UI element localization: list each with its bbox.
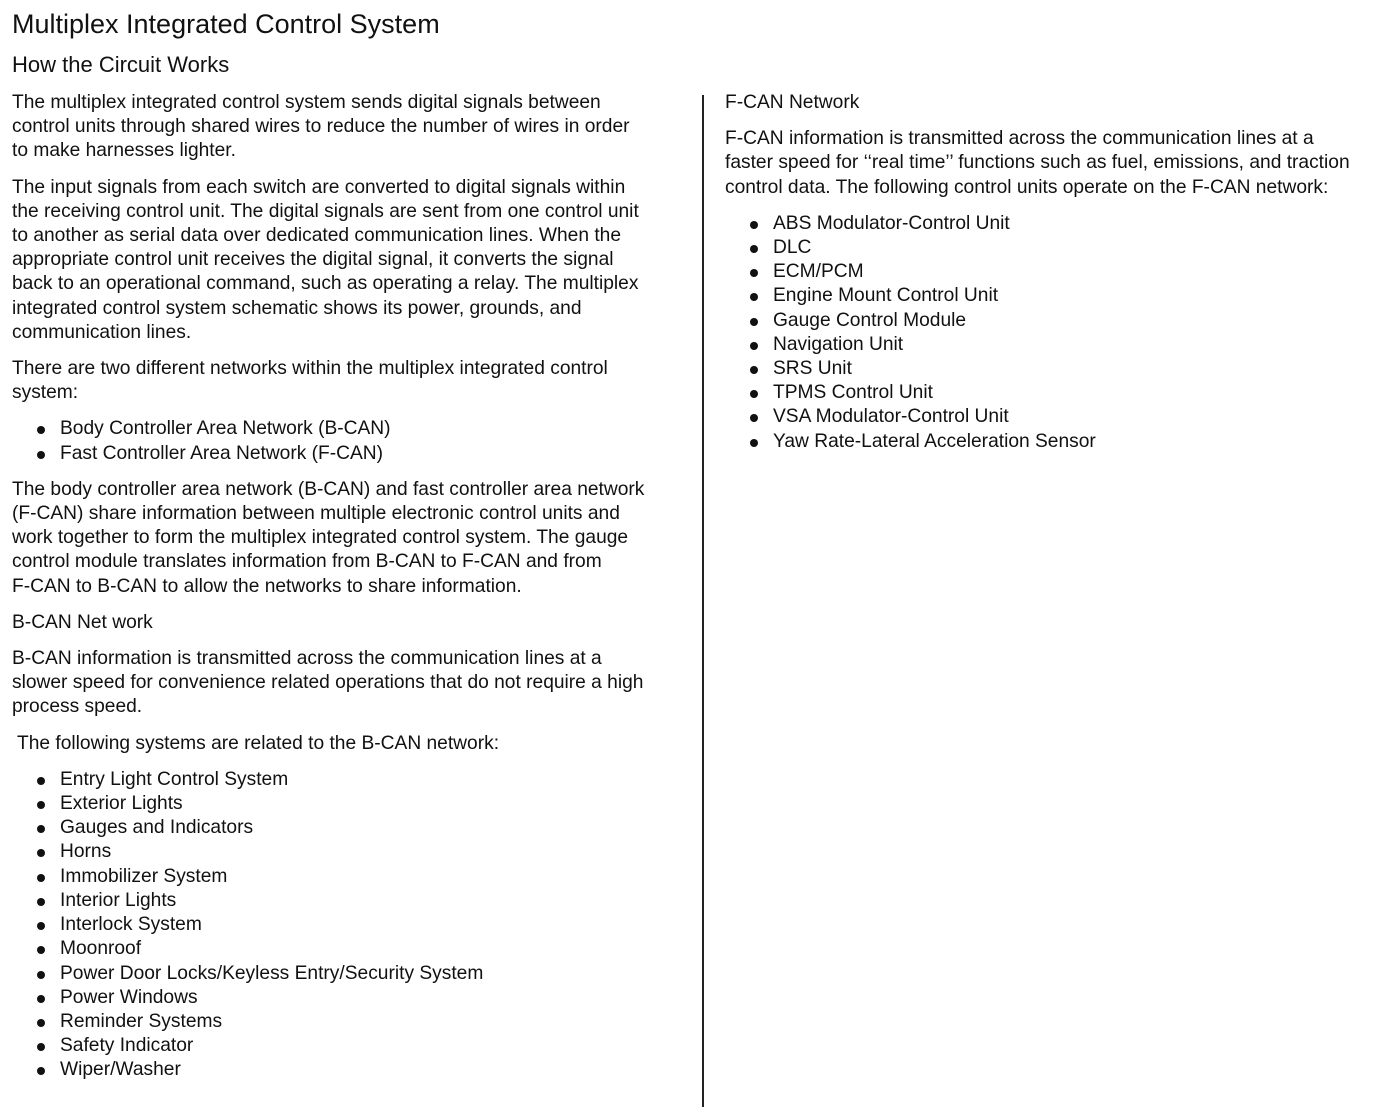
bullet-icon xyxy=(37,451,45,459)
bullet-icon xyxy=(750,366,758,374)
bullet-icon xyxy=(37,971,45,979)
bullet-icon xyxy=(750,269,758,277)
list-item: DLC xyxy=(725,236,1395,260)
bullet-icon xyxy=(750,414,758,422)
bullet-icon xyxy=(750,390,758,398)
list-item: Safety Indicator xyxy=(12,1034,692,1058)
bullet-icon xyxy=(37,426,45,434)
list-item: Body Controller Area Network (B-CAN) xyxy=(12,417,692,441)
page-title: Multiplex Integrated Control System xyxy=(12,9,440,39)
bullet-icon xyxy=(37,849,45,857)
fcan-units-list xyxy=(725,212,1395,454)
bullet-icon xyxy=(750,293,758,301)
bcan-heading: B-CAN Net work xyxy=(12,611,153,633)
list-item: Reminder Systems xyxy=(12,1010,692,1034)
list-item: Gauge Control Module xyxy=(725,309,1395,333)
bullet-icon xyxy=(37,1019,45,1027)
list-item: Power Windows xyxy=(12,986,692,1010)
list-item: Gauges and Indicators xyxy=(12,816,692,840)
bullet-icon xyxy=(37,1043,45,1051)
list-item: Interior Lights xyxy=(12,889,692,913)
gauge-module-paragraph: The body controller area network (B-CAN) and fast controller area network (F-CAN) share information between multiple electronic control units and work together to form the multiplex integrated control system. The gauge control module translates information from B-CAN to F-CAN and from F-CAN to B-CAN to allow the networks to share information. xyxy=(12,478,645,597)
list-item: Moonroof xyxy=(12,937,692,961)
bullet-icon xyxy=(37,874,45,882)
list-item: Interlock System xyxy=(12,913,692,937)
fcan-heading: F-CAN Network xyxy=(725,92,860,113)
list-item: ABS Modulator-Control Unit xyxy=(725,212,1395,236)
list-item: Horns xyxy=(12,840,692,864)
bullet-icon xyxy=(750,245,758,253)
right-column xyxy=(725,91,1395,466)
list-item: Yaw Rate-Lateral Acceleration Sensor xyxy=(725,430,1395,454)
networks-list xyxy=(12,417,692,465)
bullet-icon xyxy=(37,898,45,906)
list-item: SRS Unit xyxy=(725,357,1395,381)
networks-intro-paragraph: There are two different networks within the multiplex integrated control system: xyxy=(12,358,608,404)
bullet-icon xyxy=(750,221,758,229)
bullet-icon xyxy=(750,318,758,326)
list-item: Fast Controller Area Network (F-CAN) xyxy=(12,442,692,466)
fcan-paragraph: F-CAN information is transmitted across the communication lines at a faster speed for ‘‘real time’’ functions such as fuel, emissions, and traction control data. The following control units operate on the F-CAN network: xyxy=(725,128,1350,198)
list-item: Wiper/Washer xyxy=(12,1058,692,1082)
list-item: Engine Mount Control Unit xyxy=(725,284,1395,308)
section-subtitle: How the Circuit Works xyxy=(12,52,230,77)
list-item: Navigation Unit xyxy=(725,333,1395,357)
bullet-icon xyxy=(37,801,45,809)
list-item: Power Door Locks/Keyless Entry/Security System xyxy=(12,962,692,986)
input-signals-paragraph: The input signals from each switch are converted to digital signals within the receiving control unit. The digital signals are sent from one control unit to another as serial data over dedicated communication lines. When the appropriate control unit receives the digital signal, it converts the signal back to an operational command, such as operating a relay. The multiplex integrated control system schematic shows its power, grounds, and communication lines. xyxy=(12,176,639,343)
bullet-icon xyxy=(750,342,758,350)
bcan-systems-intro: The following systems are related to the B-CAN network: xyxy=(17,732,500,754)
bullet-icon xyxy=(37,825,45,833)
list-item: TPMS Control Unit xyxy=(725,381,1395,405)
list-item: VSA Modulator-Control Unit xyxy=(725,405,1395,429)
bullet-icon xyxy=(37,946,45,954)
list-item: Immobilizer System xyxy=(12,865,692,889)
left-column xyxy=(12,91,692,1095)
bullet-icon xyxy=(750,439,758,447)
intro-paragraph: The multiplex integrated control system sends digital signals between control units through shared wires to reduce the number of wires in order to make harnesses lighter. xyxy=(12,92,630,162)
bcan-systems-list xyxy=(12,768,692,1083)
column-divider xyxy=(702,95,704,1107)
bullet-icon xyxy=(37,995,45,1003)
list-item: ECM/PCM xyxy=(725,260,1395,284)
list-item: Exterior Lights xyxy=(12,792,692,816)
bcan-paragraph: B-CAN information is transmitted across the communication lines at a slower speed for convenience related operations that do not require a high process speed. xyxy=(12,648,644,718)
bullet-icon xyxy=(37,1067,45,1075)
bullet-icon xyxy=(37,777,45,785)
bullet-icon xyxy=(37,922,45,930)
list-item: Entry Light Control System xyxy=(12,768,692,792)
